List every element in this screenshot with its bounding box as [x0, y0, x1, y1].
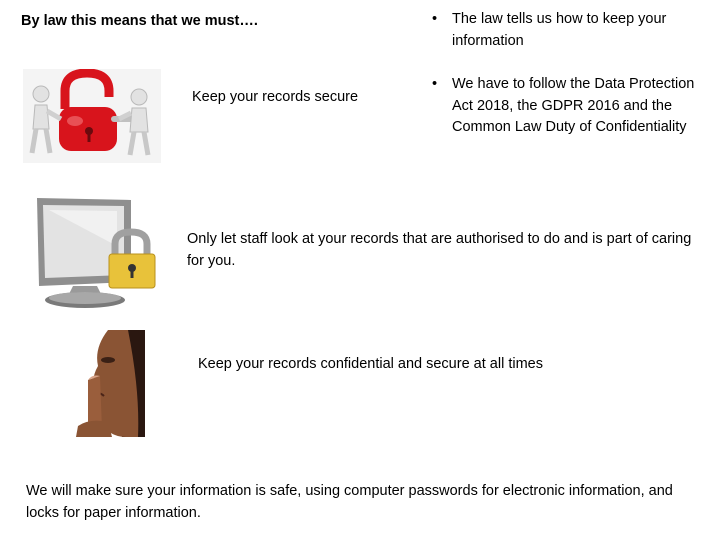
secure-records-text: Keep your records secure — [192, 89, 359, 105]
bullet-marker: • — [432, 11, 438, 27]
page-heading: By law this means that we must…. — [21, 13, 258, 29]
bullet-text: We have to follow the Data Protection Act 2018, the GDPR 2016 and the Common Law Duty of Confidentiality — [452, 76, 695, 135]
monitor-padlock-icon — [27, 192, 159, 312]
authorised-staff-text: Only let staff look at your records that are authorised to do and is part of caring for you. — [187, 231, 692, 269]
law-bullet-list — [432, 9, 712, 161]
woman-finger-lips-icon — [38, 330, 145, 437]
padlock-figures-icon — [23, 69, 161, 163]
padlock-figures-image — [23, 69, 161, 163]
bullet-text: The law tells us how to keep your information — [452, 11, 667, 49]
safety-summary-text: We will make sure your information is safe, using computer passwords for electronic information, and locks for paper information. — [26, 483, 673, 521]
monitor-padlock-image — [27, 192, 159, 312]
bullet-item — [432, 74, 712, 139]
confidential-records-text: Keep your records confidential and secure at all times — [198, 356, 543, 372]
bullet-item — [432, 9, 712, 52]
woman-finger-lips-image — [38, 330, 145, 437]
bullet-marker: • — [432, 76, 438, 92]
